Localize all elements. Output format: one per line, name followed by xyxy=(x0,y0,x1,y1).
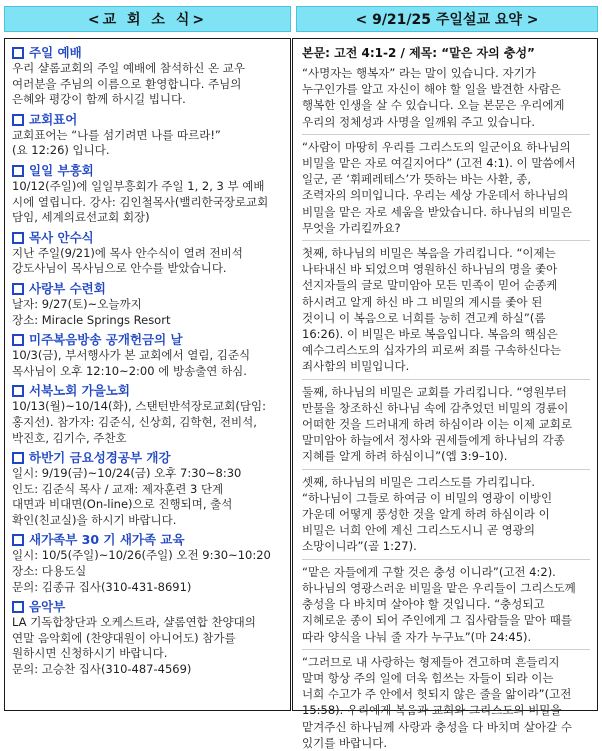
news-section-line: 일시: 9/19(금)~10/24(금) 오후 7:30~8:30 xyxy=(12,466,242,481)
news-section-line: 날자: 9/27(토)~오늘까지 xyxy=(12,296,142,311)
news-section-line: 10/12(주일)에 일일부흥회가 주일 1, 2, 3 부 예배 xyxy=(12,178,265,193)
news-section-title-text: 목사 안수식 xyxy=(29,229,94,245)
news-section-title xyxy=(12,45,284,61)
news-section-line: 확인(친교실)을 하시기 바랍니다. xyxy=(12,512,177,527)
sermon-paragraph xyxy=(302,379,590,465)
sermon-line: 지혜를 알게 하려 하심이니”(엡 3:9–10). xyxy=(302,449,508,464)
sermon-line: 비밀을 맡은 자로 세움을 받았습니다. 하나님의 비밀은 xyxy=(302,204,572,219)
news-section-title xyxy=(12,450,284,466)
sermon-line: 예수그리스도의 십자가의 피로써 죄를 구속하신다는 xyxy=(302,343,562,358)
news-section-line: 원하시면 신청하시기 바랍니다. xyxy=(12,646,168,661)
news-section xyxy=(12,112,284,159)
news-section-line: 일시: 10/5(주일)~10/26(주일) 오전 9:30~10:20 xyxy=(12,548,271,563)
news-section-line: 문의: 김종규 집사(310-431-8691) xyxy=(12,579,192,594)
sermon-line: 일군, 곧 ‘휘페레테스’가 뜻하는 바는 사환, 종, xyxy=(302,172,532,187)
news-section-title-text: 하반기 금요성경공부 개강 xyxy=(29,450,171,466)
sermon-summary-column xyxy=(292,38,598,750)
sermon-line: “맡은 자들에게 구할 것은 충성 이니라”(고전 4:2). xyxy=(302,564,556,579)
news-section xyxy=(12,163,284,226)
sermon-paragraph xyxy=(302,240,590,375)
news-section-line: 시에 열립니다. 강사: 김인철목사(밸리한국장로교회 xyxy=(12,194,269,209)
sermon-line: 15:58). 우리에게 복음과 교회와 그리스도의 비밀을 xyxy=(302,703,562,718)
sermon-line: 말미암아 하늘에서 정사와 권세들에게 하나님의 각종 xyxy=(302,433,565,448)
sermon-line: 가운데 어떻게 풍성한 것을 알게 하려 하심이라 이 xyxy=(302,507,550,522)
news-section-title xyxy=(12,332,284,348)
sermon-summary-banner: < 9/21/25 주일설교 요약 > xyxy=(296,6,598,32)
news-section-title-text: 교회표어 xyxy=(29,111,78,127)
news-section-line: (요 12:26) 입니다. xyxy=(12,143,110,158)
sermon-line: “하나님이 그들로 하여금 이 비밀의 영광이 이방인 xyxy=(302,490,553,505)
sermon-line: 무엇을 가리킬까요? xyxy=(302,220,401,235)
news-section-line: 우리 샬롬교회의 주일 예배에 참석하신 온 교우 xyxy=(12,61,246,75)
news-section-title xyxy=(12,281,284,297)
sermon-line: 첫째, 하나님의 비밀은 복음을 가리킵니다. “이제는 xyxy=(302,246,556,261)
news-section-title-text: 일일 부흥회 xyxy=(29,162,94,178)
sermon-line: 어떠한 것을 드러내게 하려 하심이라 이는 이제 교회로 xyxy=(302,417,572,432)
sermon-line: 행복한 인생을 살 수 있습니다. 오늘 본문은 우리에게 xyxy=(302,98,565,113)
square-bullet-icon xyxy=(12,165,24,177)
square-bullet-icon xyxy=(12,452,24,464)
square-bullet-icon xyxy=(12,114,24,126)
news-section-title xyxy=(12,599,284,615)
sermon-line: 소망이니라”(골 1:27). xyxy=(302,539,417,554)
news-section xyxy=(12,532,284,595)
news-section-line: LA 기독합창단과 오케스트라, 샬롬연합 찬양대의 xyxy=(12,615,256,630)
church-news-column xyxy=(4,38,291,711)
news-section-title-text: 미주복음방송 공개헌금의 날 xyxy=(29,332,183,348)
news-section-line: 홍지선). 참가자: 김준식, 신상희, 김학현, 전비석, xyxy=(12,414,257,429)
sermon-line: 지혜로운 종이 되어 주인에게 그 집사람들을 맡아 때를 xyxy=(302,613,572,628)
news-section-title-text: 서북노회 가을노회 xyxy=(29,383,130,399)
sermon-line: 충성을 다 바치며 살아야 할 것입니다. “충성되고 xyxy=(302,597,545,612)
news-section-line: 여러분을 주님의 이름으로 환영합니다. 주님의 xyxy=(12,76,242,91)
church-news-banner: <교 회 소 식> xyxy=(4,6,291,32)
sermon-line: 우리의 정체성과 사명을 일깨워 주고 있습니다. xyxy=(302,114,536,129)
news-section-title-text: 주일 예배 xyxy=(29,45,82,60)
news-section xyxy=(12,450,284,528)
sermon-paragraph xyxy=(302,649,590,751)
news-section-title xyxy=(12,532,284,548)
sermon-line: 누구인가를 알고 자신이 해야 할 일을 발견한 사람은 xyxy=(302,82,561,97)
square-bullet-icon xyxy=(12,385,24,397)
sermon-paragraph xyxy=(302,559,590,645)
news-section-title-text: 새가족부 30 기 새가족 교육 xyxy=(29,532,185,548)
news-section-line: 강도사님이 목사님으로 안수를 받았습니다. xyxy=(12,261,227,276)
sermon-line: 16:26). 이 비밀은 바로 복음입니다. 복음의 핵심은 xyxy=(302,327,558,342)
news-section xyxy=(12,45,284,108)
news-section-line: 교회표어는 “나를 섬기려면 나를 따르라!” xyxy=(12,127,221,142)
sermon-line: “사람이 마땅히 우리를 그리스도의 일군이요 하나님의 xyxy=(302,139,571,154)
sermon-line: 하나님의 영광스러운 비밀을 맡은 우리들이 그리스도께 xyxy=(302,580,576,595)
sermon-line: 것이니 이 복음으로 너희를 능히 견고케 하실”(롬 xyxy=(302,310,546,325)
square-bullet-icon xyxy=(12,334,24,346)
sermon-line: 너희 수고가 주 안에서 헛되지 않은 줄을 앎이라”(고전 xyxy=(302,687,572,702)
news-section xyxy=(12,383,284,446)
sermon-line: 조력자의 의미입니다. 우리는 세상 가운데서 하나님의 xyxy=(302,188,569,203)
news-section-line: 10/3(금), 부서행사가 본 교회에서 열림, 김준식 xyxy=(12,348,251,363)
sermon-paragraph xyxy=(302,65,590,130)
sermon-line: 죄사함의 비밀입니다. xyxy=(302,359,410,374)
news-section-line: 대면과 비대면(On-line)으로 진행되며, 출석 xyxy=(12,497,233,512)
sermon-body xyxy=(302,65,590,751)
news-section-title-text: 사랑부 수련회 xyxy=(29,280,106,296)
news-section-line: 연말 음악회에 (찬양대원이 아니어도) 참가를 xyxy=(12,630,236,645)
sermon-paragraph xyxy=(302,134,590,236)
sermon-line: 나타내신 바 되었으며 영원하신 하나님의 명을 좇아 xyxy=(302,262,558,277)
sermon-line: 만물을 창조하신 하나님 속에 감추었던 비밀의 경륜이 xyxy=(302,400,569,415)
square-bullet-icon xyxy=(12,601,24,613)
sermon-line: “사명자는 행복자” 라는 말이 있습니다. 자기가 xyxy=(302,66,536,80)
news-section-line: 장소: Miracle Springs Resort xyxy=(12,312,171,327)
news-section-title xyxy=(12,163,284,179)
sermon-line: 하시려고 알게 하신 바 그 비밀의 계시를 좇아 된 xyxy=(302,294,543,309)
square-bullet-icon xyxy=(12,534,24,546)
sermon-line: “그러므로 내 사랑하는 형제들아 견고하며 흔들리지 xyxy=(302,654,560,669)
news-section-title-text: 음악부 xyxy=(29,599,66,615)
news-section-title xyxy=(12,383,284,399)
news-section-line: 장소: 다용도실 xyxy=(12,564,87,579)
news-section-title xyxy=(12,112,284,128)
sermon-line: 비밀을 맡은 자로 여길지어다” (고전 4:1). 이 말씀에서 xyxy=(302,156,576,171)
sermon-line: 셋째, 하나님의 비밀은 그리스도를 가리킵니다. xyxy=(302,474,536,489)
news-section xyxy=(12,599,284,677)
sermon-heading: 본문: 고전 4:1-2 / 제목: “맡은 자의 충성” xyxy=(302,46,535,60)
square-bullet-icon xyxy=(12,232,24,244)
sermon-line: 맡겨주신 하나님께 사랑과 충성을 다 바치며 살아갈 수 xyxy=(302,719,572,734)
sermon-paragraph xyxy=(302,469,590,555)
news-section xyxy=(12,281,284,328)
news-section-line: 인도: 김준식 목사 / 교재: 제자훈련 3 단계 xyxy=(12,481,224,496)
sermon-line: 선지자들의 글로 말미암아 모든 민족이 믿어 순종케 xyxy=(302,278,558,293)
sermon-line: 있기를 바랍니다. xyxy=(302,735,388,750)
sermon-line: 비밀은 너희 안에 계신 그리스도시니 곧 영광의 xyxy=(302,523,536,538)
square-bullet-icon xyxy=(12,47,24,59)
news-section-line: 은혜와 평강이 함께 하시길 빕니다. xyxy=(12,92,186,107)
news-section-line: 지난 주일(9/21)에 목사 안수식이 열려 전비석 xyxy=(12,245,243,260)
news-section xyxy=(12,230,284,277)
news-section-line: 목사님이 오후 12:10~2:00 에 방송출연 하심. xyxy=(12,363,247,378)
square-bullet-icon xyxy=(12,283,24,295)
sermon-line: 따라 양식을 나눠 줄 자가 누구뇨”(마 24:45). xyxy=(302,629,532,644)
news-section-line: 문의: 고승찬 집사(310-487-4569) xyxy=(12,662,192,677)
news-section-title xyxy=(12,230,284,246)
news-section-line: 박진호, 김기수, 주찬호 xyxy=(12,430,127,445)
sermon-line: 둘째, 하나님의 비밀은 교회를 가리킵니다. “영원부터 xyxy=(302,384,567,399)
news-section-line: 담임, 세계의료선교회 회장) xyxy=(12,210,150,225)
news-section xyxy=(12,332,284,379)
news-section-line: 10/13(월)~10/14(화), 스탠턴반석장로교회(담임: xyxy=(12,399,266,414)
sermon-line: 말며 항상 주의 일에 더욱 힘쓰는 자들이 되라 이는 xyxy=(302,670,554,685)
